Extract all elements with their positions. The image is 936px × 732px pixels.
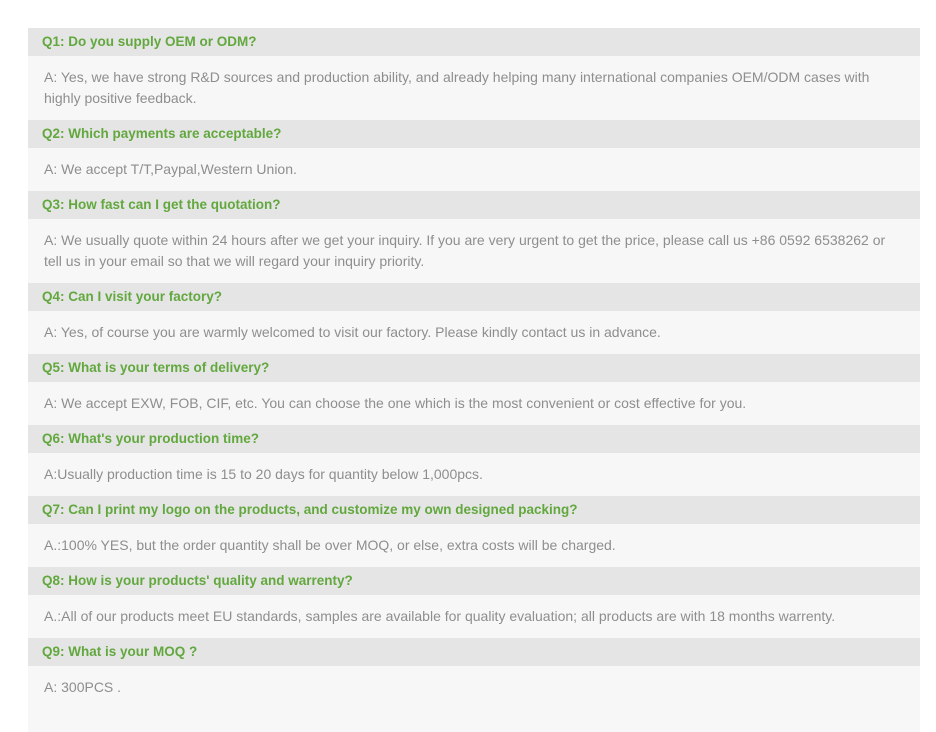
faq-list [28,28,920,732]
faq-answer-5: A: We accept EXW, FOB, CIF, etc. You can choose the one which is the most convenient or cost effective for you. [28,382,920,425]
faq-answer-7: A.:100% YES, but the order quantity shall be over MOQ, or else, extra costs will be charged. [28,524,920,567]
faq-answer-4: A: Yes, of course you are warmly welcomed to visit our factory. Please kindly contact us in advance. [28,311,920,354]
faq-answer-8: A.:All of our products meet EU standards, samples are available for quality evaluation; all products are with 18 months warrenty. [28,595,920,638]
faq-question-9: Q9: What is your MOQ ? [28,638,920,666]
faq-answer-3: A: We usually quote within 24 hours after we get your inquiry. If you are very urgent to get the price, please call us +86 0592 6538262 or tell us in your email so that we will regard your inquiry priority. [28,219,920,283]
faq-question-4: Q4: Can I visit your factory? [28,283,920,311]
faq-question-1: Q1: Do you supply OEM or ODM? [28,28,920,56]
faq-question-6: Q6: What's your production time? [28,425,920,453]
faq-question-8: Q8: How is your products' quality and warrenty? [28,567,920,595]
faq-question-3: Q3: How fast can I get the quotation? [28,191,920,219]
faq-answer-1: A: Yes, we have strong R&D sources and production ability, and already helping many international companies OEM/ODM cases with highly positive feedback. [28,56,920,120]
faq-answer-9: A: 300PCS . [28,666,920,732]
faq-question-2: Q2: Which payments are acceptable? [28,120,920,148]
faq-answer-2: A: We accept T/T,Paypal,Western Union. [28,148,920,191]
faq-answer-6: A:Usually production time is 15 to 20 days for quantity below 1,000pcs. [28,453,920,496]
faq-question-5: Q5: What is your terms of delivery? [28,354,920,382]
faq-question-7: Q7: Can I print my logo on the products, and customize my own designed packing? [28,496,920,524]
